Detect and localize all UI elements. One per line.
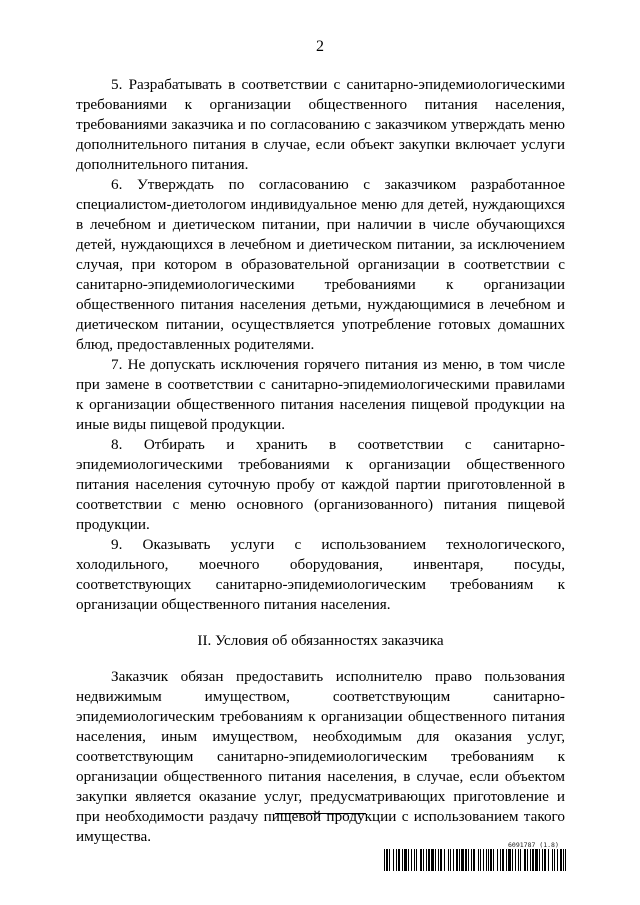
paragraph-item-5: 5. Разрабатывать в соответствии с санитарно-эпидемиологическими требованиями к организации общественного питания населения, требованиями заказчика и по согласованию с заказчиком утверждать меню дополнительного питания в случае, если объект закупки включает услуги дополнительного питания. — [76, 76, 565, 173]
document-body — [76, 75, 565, 847]
barcode — [384, 849, 566, 871]
paragraph-item-8: 8. Отбирать и хранить в соответствии с санитарно-эпидемиологическими требованиями к организации общественного питания населения суточную пробу от каждой партии приготовленной в соответствии с меню основного (организованного) питания пищевой продукции. — [76, 436, 565, 533]
paragraph-item-7: 7. Не допускать исключения горячего питания из меню, в том числе при замене в соответствии с санитарно-эпидемиологическими правилами к организации общественного питания населения пищевой продукции на иные виды пищевой продукции. — [76, 356, 565, 433]
section-paragraph: Заказчик обязан предоставить исполнителю право пользования недвижимым имуществом, соответствующим санитарно-эпидемиологическим требованиям к организации общественного питания населения, иным имуществом, необходимым для оказания услуг, соответствующим санитарно-эпидемиологическим требованиям к организации общественного питания населения, в случае, если объектом закупки является оказание услуг, предусматривающих приготовление и при необходимости раздачу пищевой продукции с использованием такого имущества. — [76, 668, 565, 845]
page-number: 2 — [316, 38, 324, 55]
section-heading: II. Условия об обязанностях заказчика — [197, 632, 444, 649]
paragraph-item-6: 6. Утверждать по согласованию с заказчиком разработанное специалистом-диетологом индивидуальное меню для детей, нуждающихся в лечебном и диетическом питании, при наличии в числе обучающихся детей, нуждающихся в лечебном и диетическом питании, за исключением случая, при котором в образовательной организации в соответствии с санитарно-эпидемиологическими требованиями к организации общественного питания населения детьми, нуждающимися в лечебном и диетическом питании, осуществляется употребление готовых домашних блюд, предоставленных родителями. — [76, 176, 565, 353]
document-code: 6091787 (1.8) — [508, 841, 559, 849]
footer-rule — [275, 813, 366, 814]
paragraph-item-9: 9. Оказывать услуги с использованием технологического, холодильного, моечного оборудования, инвентаря, посуды, соответствующих санитарно-эпидемиологическим требованиям к организации общественного питания населения. — [76, 536, 565, 613]
